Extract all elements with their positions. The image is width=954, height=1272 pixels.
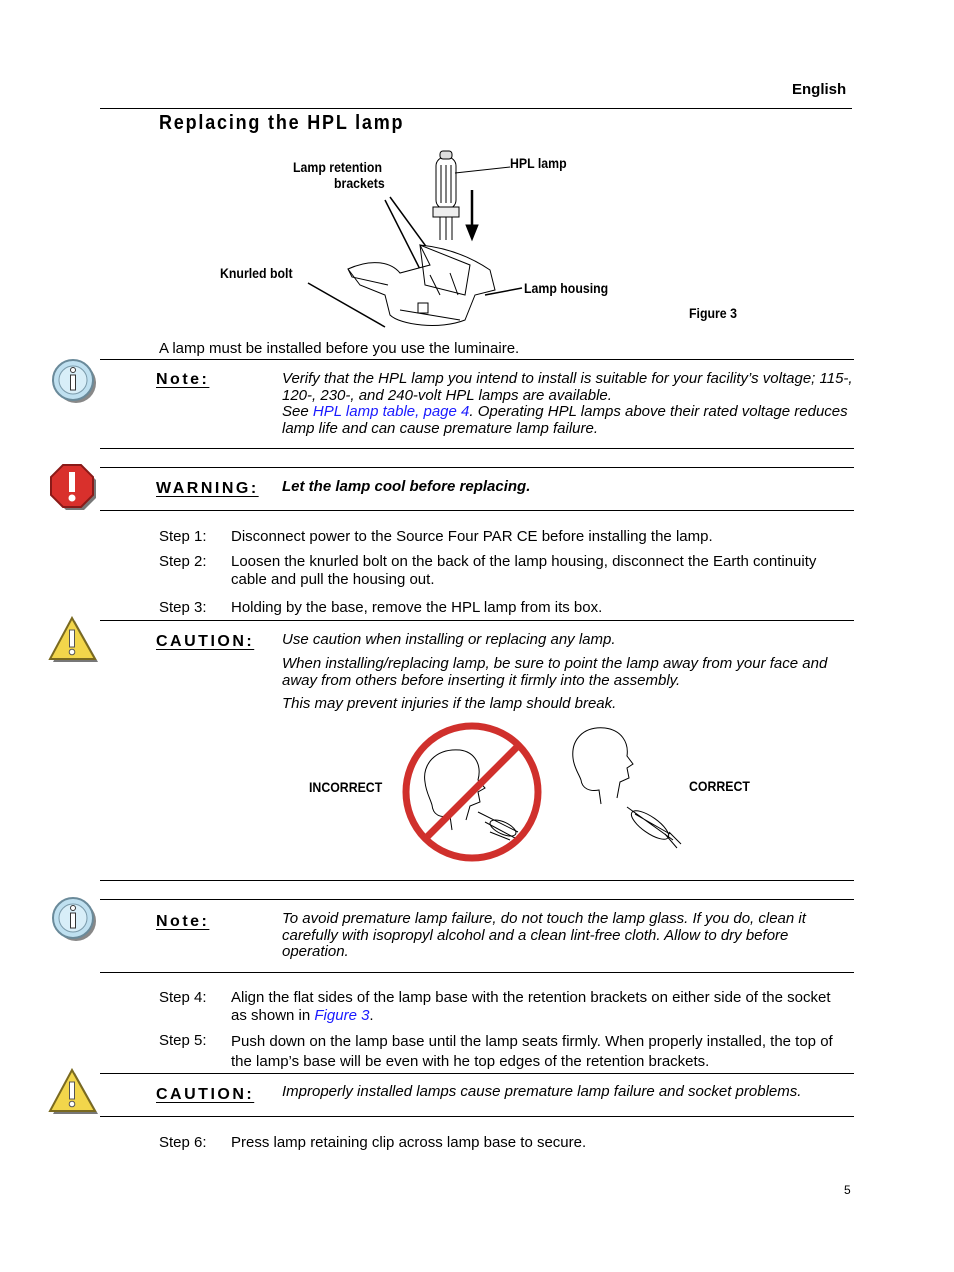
note2-text: To avoid premature lamp failure, do not touch the lamp glass. If you do, clean it carefully with isopropyl alcohol and a clean lint-free cloth. Allow to dry before operation. [282, 910, 806, 960]
warning-stop-icon [48, 462, 98, 512]
rule [100, 510, 854, 511]
note1-line1: Verify that the HPL lamp you intend to install is suitable for your facility’s voltage; 115-, 120-, 230-, and 240-volt HPL lamps are available. [282, 370, 853, 404]
rule [100, 899, 854, 900]
info-icon [50, 894, 100, 944]
step1-num: Step 1: [159, 528, 207, 545]
caution-triangle-icon [48, 616, 100, 664]
correct-illustration [565, 722, 690, 857]
rule [100, 1116, 854, 1117]
step2-num: Step 2: [159, 553, 207, 570]
figure-caption: Figure 3 [689, 305, 737, 321]
caution1-label: CAUTION: [156, 633, 255, 650]
figure3-link[interactable]: Figure 3 [314, 1007, 370, 1024]
page-number: 5 [844, 1183, 851, 1197]
caution1-p1: Use caution when installing or replacing any lamp. [282, 631, 616, 648]
correct-label: CORRECT [689, 778, 750, 794]
rule [100, 448, 854, 449]
step6-num: Step 6: [159, 1134, 207, 1151]
hpl-lamp-table-link[interactable]: HPL lamp table, page 4 [312, 403, 470, 420]
step4-text: Align the flat sides of the lamp base with the retention brackets on either side of the socket as shown in Figure 3. [231, 989, 831, 1024]
lamp-housing-illustration [290, 145, 630, 335]
rule [100, 972, 854, 973]
note1-label: Note: [156, 371, 210, 388]
warning-label: WARNING: [156, 480, 259, 497]
step5-num: Step 5: [159, 1032, 207, 1049]
section-title: Replacing the HPL lamp [159, 112, 405, 134]
caution-triangle-icon [48, 1068, 100, 1116]
warning-text: Let the lamp cool before replacing. [282, 478, 531, 495]
rule [100, 359, 854, 360]
incorrect-illustration [400, 720, 545, 865]
rule [100, 1073, 854, 1074]
note1-line2: See HPL lamp table, page 4. Operating HPL lamps above their rated voltage reduces lamp life and can cause premature lamp failure. [282, 403, 848, 437]
rule [100, 880, 854, 881]
label-brackets: brackets [334, 175, 385, 191]
label-lamp-housing: Lamp housing [524, 280, 609, 296]
step3-num: Step 3: [159, 599, 207, 616]
header-rule [100, 108, 852, 109]
rule [100, 467, 854, 468]
step6-text: Press lamp retaining clip across lamp base to secure. [231, 1134, 587, 1151]
caution1-p3: This may prevent injuries if the lamp should break. [282, 695, 617, 712]
step4-num: Step 4: [159, 989, 207, 1006]
step1-text: Disconnect power to the Source Four PAR CE before installing the lamp. [231, 528, 713, 545]
caution2-label: CAUTION: [156, 1086, 255, 1103]
rule [100, 620, 854, 621]
note1-text [282, 371, 857, 437]
caution1-p2: When installing/replacing lamp, be sure to point the lamp away from your face and away from others before inserting it firmly into the assembly. [282, 655, 828, 689]
step2-text: Loosen the knurled bolt on the back of the lamp housing, disconnect the Earth continuity cable and pull the housing out. [231, 553, 817, 588]
step5-text: Push down on the lamp base until the lamp seats firmly. When properly installed, the top of the lamp’s base will be even with he top edges of the retention brackets. [231, 1033, 833, 1070]
incorrect-label: INCORRECT [309, 779, 383, 795]
intro-text: A lamp must be installed before you use the luminaire. [159, 340, 520, 357]
note2-label: Note: [156, 913, 210, 930]
label-knurled-bolt: Knurled bolt [220, 265, 293, 281]
label-hpl-lamp: HPL lamp [510, 155, 567, 171]
label-lamp-retention: Lamp retention [293, 159, 382, 175]
caution2-text: Improperly installed lamps cause premature lamp failure and socket problems. [282, 1083, 802, 1100]
info-icon [50, 356, 100, 406]
step3-text: Holding by the base, remove the HPL lamp from its box. [231, 599, 603, 616]
header-language: English [792, 81, 847, 98]
